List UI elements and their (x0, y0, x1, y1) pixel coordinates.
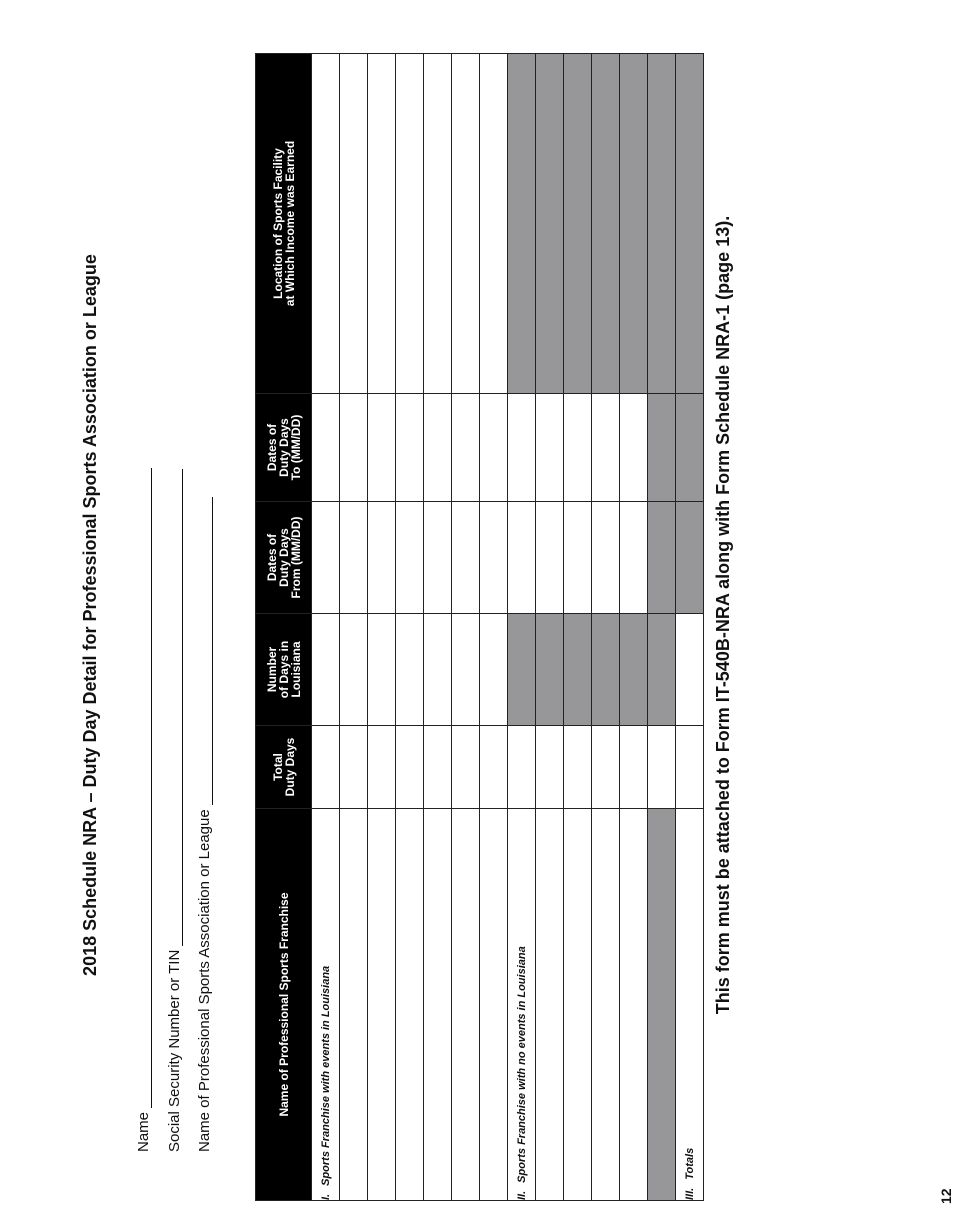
ssn-label: Social Security Number or TIN (166, 949, 183, 1152)
ssn-field (166, 469, 188, 1152)
duty-day-table (255, 53, 704, 1201)
shaded-cell (620, 54, 648, 394)
cell-input[interactable] (424, 614, 452, 726)
cell-input[interactable] (452, 394, 480, 502)
cell-input[interactable] (396, 54, 424, 394)
cell-input[interactable] (592, 809, 620, 1201)
cell-input[interactable] (536, 809, 564, 1201)
shaded-cell (536, 614, 564, 726)
total-duty-days-cell[interactable] (676, 726, 704, 809)
cell-input[interactable] (536, 502, 564, 614)
header-franchise: Name of Professional Sports Franchise (256, 809, 312, 1201)
cell-input[interactable] (592, 502, 620, 614)
shaded-cell (620, 614, 648, 726)
cell-input[interactable] (368, 502, 396, 614)
cell-input[interactable] (620, 502, 648, 614)
shaded-cell (508, 54, 536, 394)
cell-input[interactable] (564, 809, 592, 1201)
cell-input[interactable] (480, 726, 508, 809)
total-days-louisiana-cell[interactable] (676, 614, 704, 726)
header-total-duty-days: Total Duty Days (256, 726, 312, 809)
cell-input[interactable] (452, 54, 480, 394)
cell-input[interactable] (536, 394, 564, 502)
cell-input[interactable] (368, 726, 396, 809)
cell-input[interactable] (368, 54, 396, 394)
name-label: Name (135, 1111, 152, 1152)
footer-instruction: This form must be attached to Form IT-540B-NRA along with Form Schedule NRA-1 (page 13). (713, 215, 733, 1015)
table-row (340, 54, 368, 1201)
shaded-cell (676, 54, 704, 394)
cell-input[interactable] (424, 809, 452, 1201)
association-field (196, 497, 218, 1152)
cell-input[interactable] (340, 502, 368, 614)
cell-input[interactable] (564, 726, 592, 809)
cell-input[interactable] (536, 726, 564, 809)
ssn-input-line[interactable] (168, 469, 183, 946)
cell-input[interactable] (312, 54, 340, 394)
page-title: 2018 Schedule NRA – Duty Day Detail for Professional Sports Association or League (80, 254, 100, 976)
cell-input[interactable] (396, 809, 424, 1201)
shaded-cell (676, 394, 704, 502)
cell-input[interactable] (592, 394, 620, 502)
name-input-line[interactable] (137, 468, 152, 1108)
cell-input[interactable] (620, 394, 648, 502)
cell-input[interactable] (312, 614, 340, 726)
shaded-cell (592, 614, 620, 726)
shaded-cell (676, 502, 704, 614)
cell-input[interactable] (424, 726, 452, 809)
table-row (368, 54, 396, 1201)
cell-input[interactable] (508, 726, 536, 809)
cell-input[interactable] (648, 726, 676, 809)
table-row (592, 54, 620, 1201)
header-dates-to: Dates of Duty Days To (MM/DD) (256, 394, 312, 502)
cell-input[interactable] (424, 502, 452, 614)
table-row (424, 54, 452, 1201)
table-header-row (256, 54, 312, 1201)
table-row (312, 54, 340, 1201)
header-location: Location of Sports Facility at Which Income was Earned (256, 54, 312, 394)
table-row (536, 54, 564, 1201)
cell-input[interactable] (368, 614, 396, 726)
cell-input[interactable] (480, 614, 508, 726)
table-row-totals (676, 54, 704, 1201)
cell-input[interactable] (312, 502, 340, 614)
table-row (396, 54, 424, 1201)
cell-input[interactable] (424, 54, 452, 394)
cell-input[interactable] (620, 726, 648, 809)
cell-input[interactable] (620, 809, 648, 1201)
cell-input[interactable] (452, 809, 480, 1201)
cell-input[interactable] (340, 394, 368, 502)
cell-input[interactable] (480, 502, 508, 614)
cell-input[interactable] (452, 726, 480, 809)
shaded-cell (592, 54, 620, 394)
cell-input[interactable] (340, 614, 368, 726)
shaded-cell (648, 54, 676, 394)
section-1-label: I.Sports Franchise with events in Louisiana (312, 809, 340, 1201)
association-input-line[interactable] (198, 497, 213, 805)
table-row (564, 54, 592, 1201)
shaded-cell (536, 54, 564, 394)
shaded-cell (648, 502, 676, 614)
shaded-cell (648, 809, 676, 1201)
table-row (648, 54, 676, 1201)
cell-input[interactable] (340, 726, 368, 809)
cell-input[interactable] (340, 809, 368, 1201)
cell-input[interactable] (564, 502, 592, 614)
shaded-cell (564, 54, 592, 394)
shaded-cell (648, 394, 676, 502)
cell-input[interactable] (452, 614, 480, 726)
cell-input[interactable] (396, 394, 424, 502)
cell-input[interactable] (452, 502, 480, 614)
table-row (508, 54, 536, 1201)
table-row (452, 54, 480, 1201)
page-number: 12 (938, 1188, 954, 1204)
cell-input[interactable] (480, 54, 508, 394)
association-label: Name of Professional Sports Association or League (196, 809, 213, 1152)
cell-input[interactable] (396, 502, 424, 614)
shaded-cell (508, 614, 536, 726)
cell-input[interactable] (592, 726, 620, 809)
table-row (480, 54, 508, 1201)
cell-input[interactable] (368, 809, 396, 1201)
cell-input[interactable] (396, 726, 424, 809)
cell-input[interactable] (564, 394, 592, 502)
name-field (135, 468, 157, 1152)
cell-input[interactable] (396, 614, 424, 726)
cell-input[interactable] (368, 394, 396, 502)
header-days-in-louisiana: Number of Days in Louisiana (256, 614, 312, 726)
section-3-label: III.Totals (676, 809, 704, 1201)
cell-input[interactable] (424, 394, 452, 502)
cell-input[interactable] (312, 394, 340, 502)
cell-input[interactable] (508, 502, 536, 614)
cell-input[interactable] (312, 726, 340, 809)
section-2-label: II.Sports Franchise with no events in Louisiana (508, 809, 536, 1201)
cell-input[interactable] (508, 394, 536, 502)
shaded-cell (648, 614, 676, 726)
cell-input[interactable] (480, 809, 508, 1201)
table-row (620, 54, 648, 1201)
header-dates-from: Dates of Duty Days From (MM/DD) (256, 502, 312, 614)
cell-input[interactable] (340, 54, 368, 394)
shaded-cell (564, 614, 592, 726)
cell-input[interactable] (480, 394, 508, 502)
